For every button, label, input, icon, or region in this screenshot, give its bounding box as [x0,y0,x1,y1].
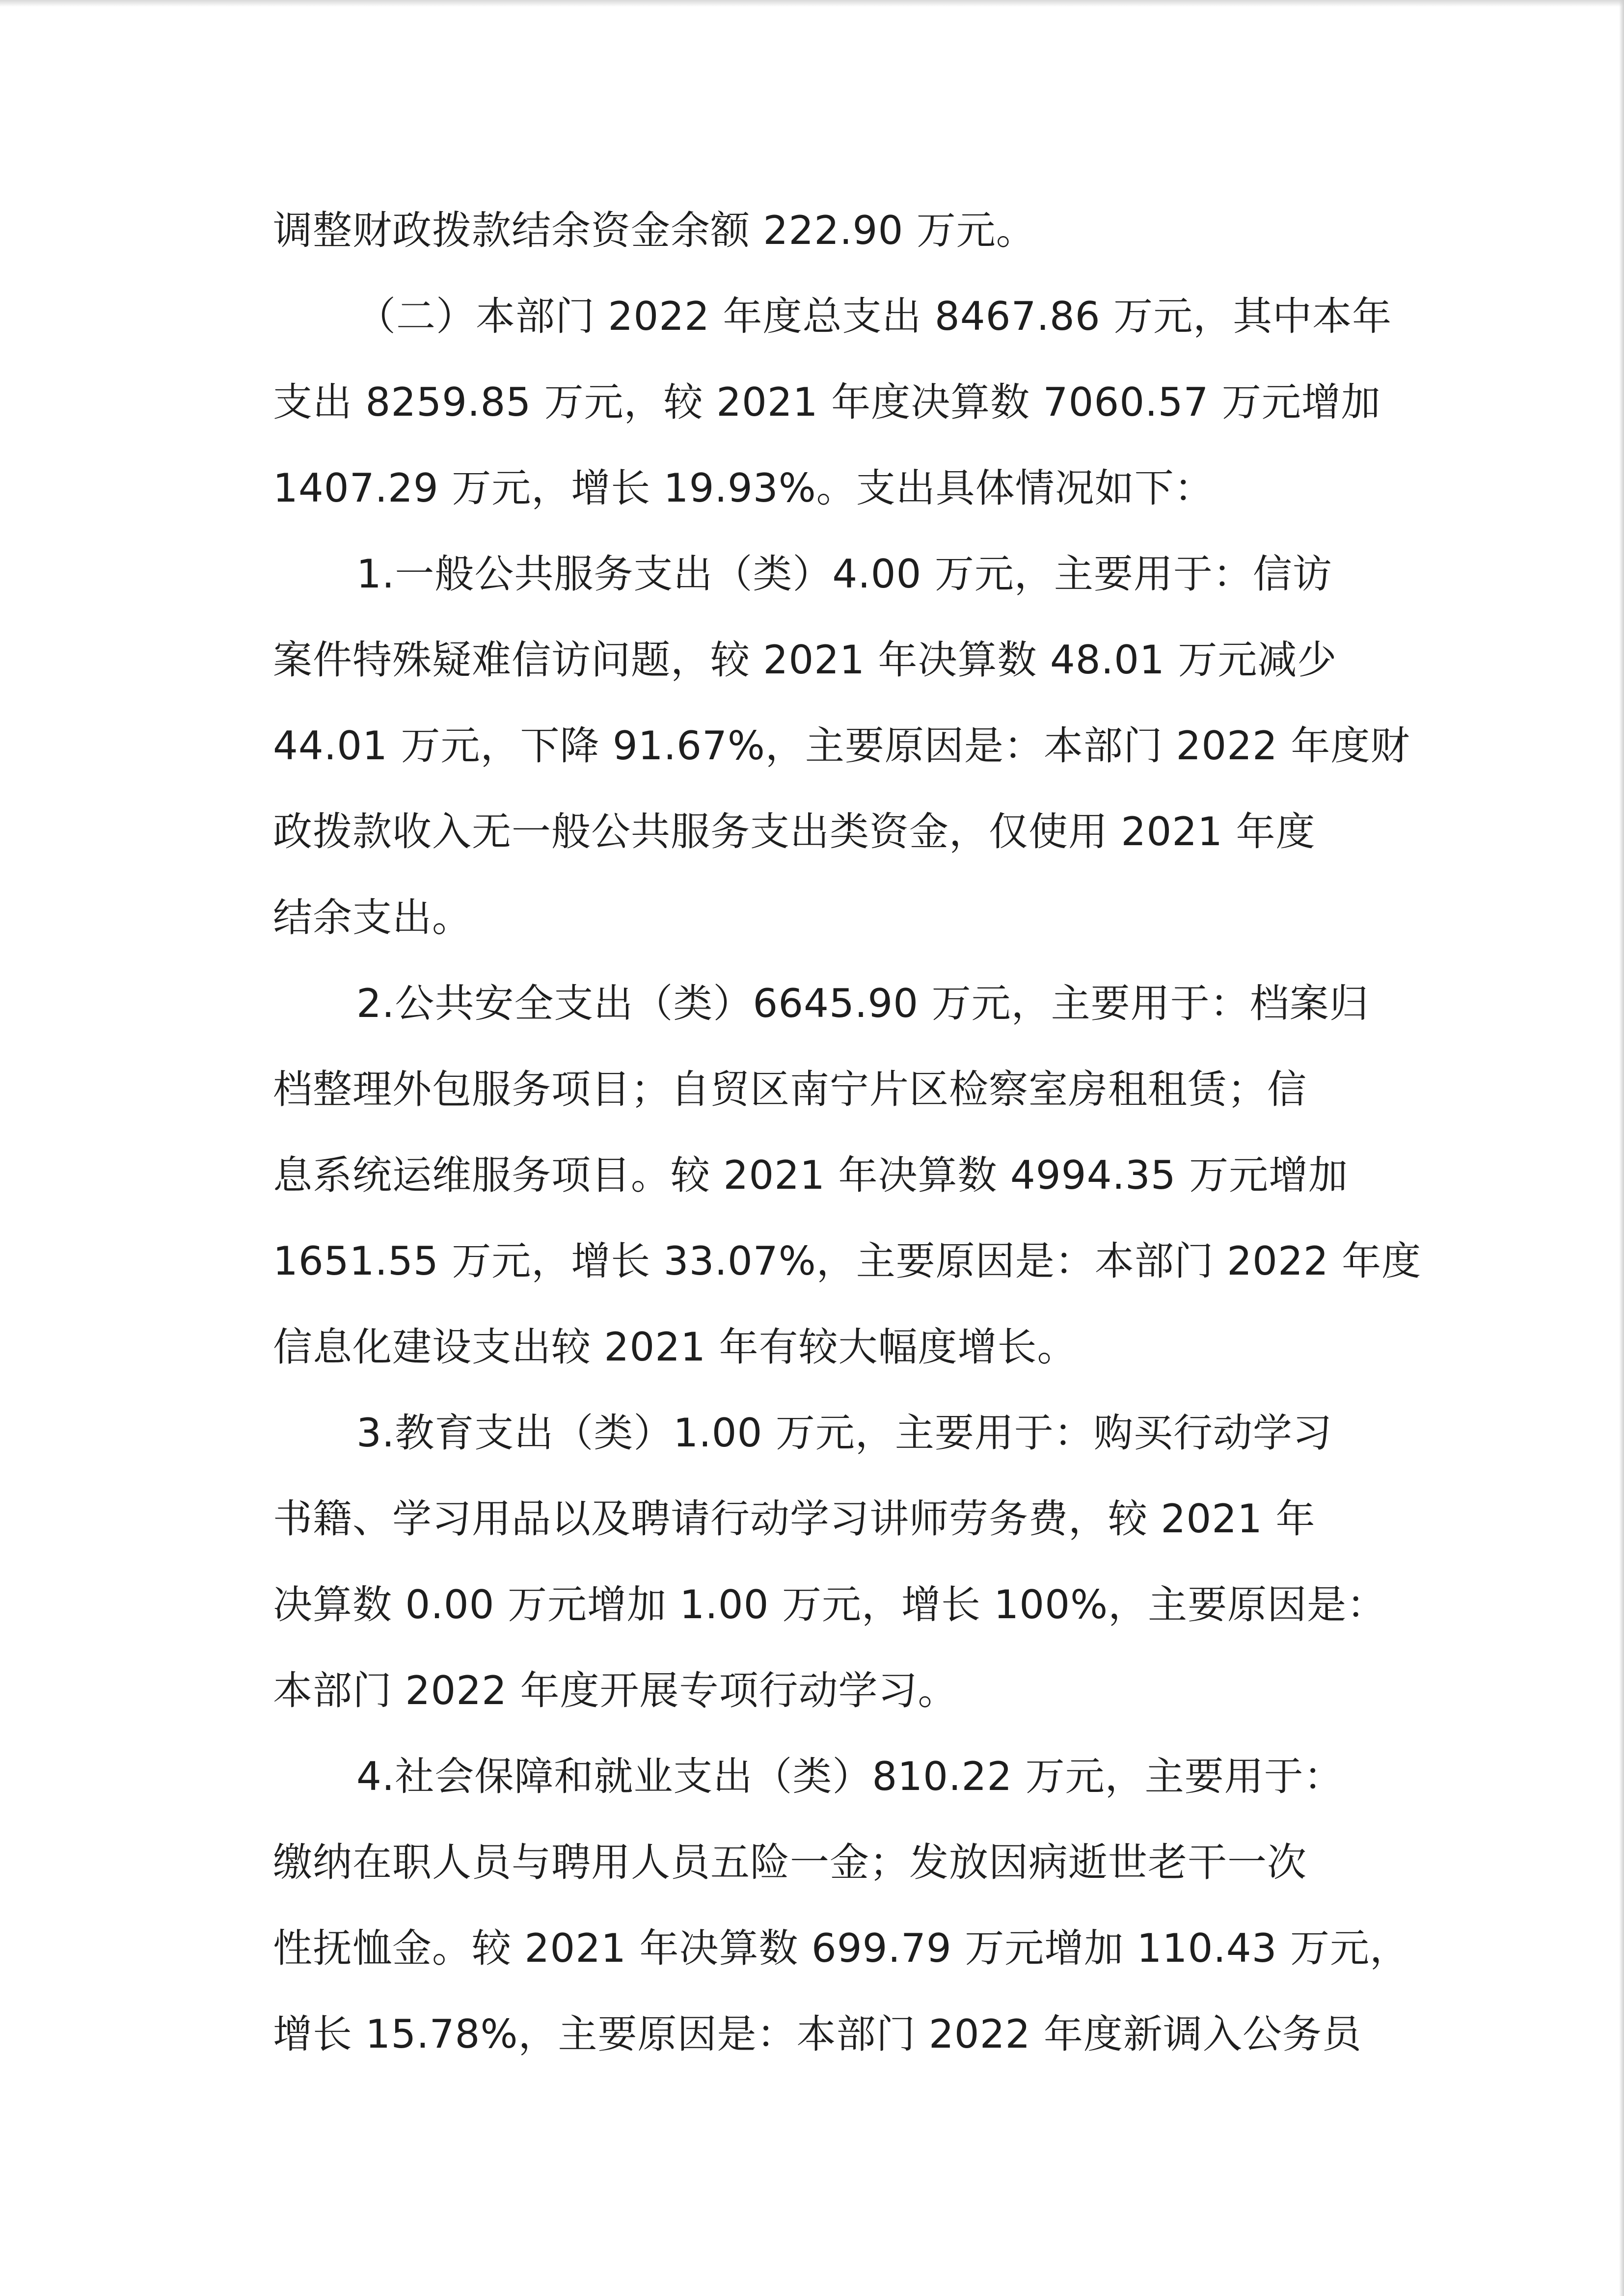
text-line: 1.一般公共服务支出（类）4.00 万元，主要用于：信访 [356,551,1332,597]
text-line: 政拨款收入无一般公共服务支出类资金，仅使用 2021 年度 [273,809,1316,854]
text-line: （二）本部门 2022 年度总支出 8467.86 万元，其中本年 [356,294,1392,339]
text-line: 4.社会保障和就业支出（类）810.22 万元，主要用于： [356,1754,1344,1799]
text-line: 44.01 万元，下降 91.67%，主要原因是：本部门 2022 年度财 [273,723,1410,769]
scan-edge-top [0,0,1624,7]
text-line: 支出 8259.85 万元，较 2021 年度决算数 7060.57 万元增加 [273,379,1381,425]
text-line: 调整财政拨款结余资金余额 222.90 万元。 [273,208,1036,253]
text-line: 1651.55 万元，增长 33.07%，主要原因是：本部门 2022 年度 [273,1238,1422,1284]
text-line: 档整理外包服务项目；自贸区南宁片区检察室房租租赁；信 [273,1067,1307,1112]
text-line: 增长 15.78%，主要原因是：本部门 2022 年度新调入公务员 [273,2011,1362,2057]
text-line: 决算数 0.00 万元增加 1.00 万元，增长 100%，主要原因是： [273,1582,1387,1628]
text-line: 案件特殊疑难信访问题，较 2021 年决算数 48.01 万元减少 [273,637,1337,683]
scan-edge-right [1619,0,1624,2296]
text-line: 3.教育支出（类）1.00 万元，主要用于：购买行动学习 [356,1410,1332,1456]
text-line: 2.公共安全支出（类）6645.90 万元，主要用于：档案归 [356,981,1369,1026]
text-line: 息系统运维服务项目。较 2021 年决算数 4994.35 万元增加 [273,1152,1349,1198]
text-line: 信息化建设支出较 2021 年有较大幅度增长。 [273,1324,1077,1370]
text-line: 性抚恤金。较 2021 年决算数 699.79 万元增加 110.43 万元， [273,1925,1410,1971]
text-line: 结余支出。 [273,895,472,940]
text-line: 1407.29 万元，增长 19.93%。支出具体情况如下： [273,465,1214,511]
text-line: 书籍、学习用品以及聘请行动学习讲师劳务费，较 2021 年 [273,1496,1316,1542]
text-line: 本部门 2022 年度开展专项行动学习。 [273,1668,958,1713]
text-line: 缴纳在职人员与聘用人员五险一金；发放因病逝世老干一次 [273,1840,1307,1885]
